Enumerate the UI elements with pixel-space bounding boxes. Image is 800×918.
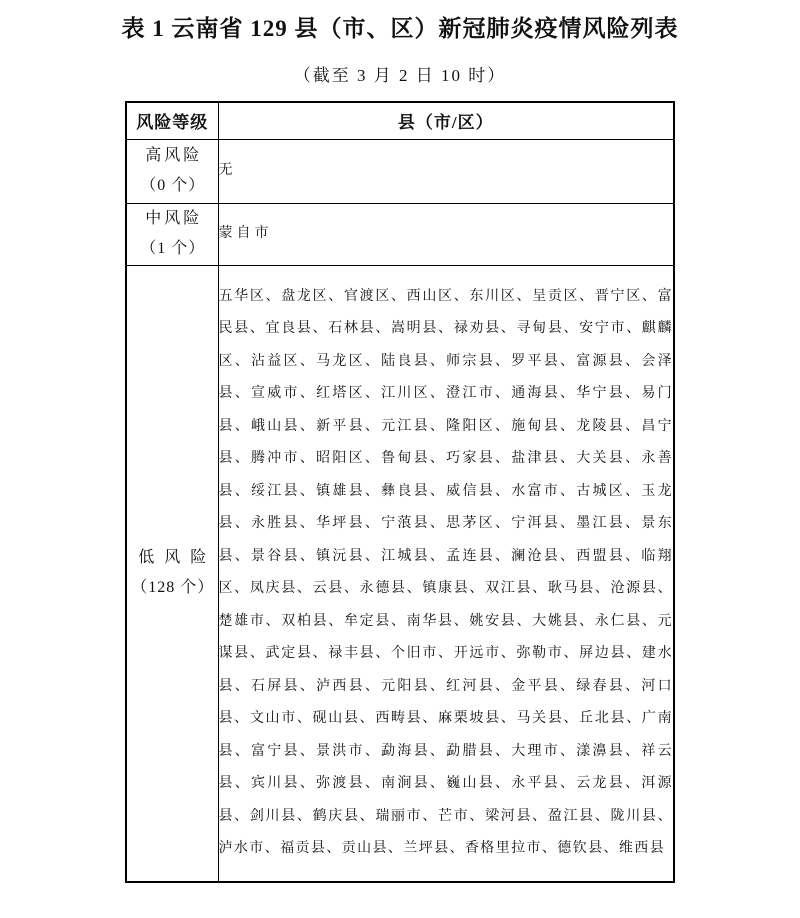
high-risk-count: （0 个） [140,177,206,194]
page-title: 表 1 云南省 129 县（市、区）新冠肺炎疫情风险列表 [121,16,679,41]
medium-risk-label: 中风险 [145,210,203,227]
table-header-row [126,102,674,139]
header-county: 县（市/区） [218,102,674,139]
low-risk-county-list: 五华区、盘龙区、官渡区、西山区、东川区、呈贡区、晋宁区、富民县、宜良县、石林县、嵩明县、禄劝县、寻甸县、安宁市、麒麟区、沾益区、马龙区、陆良县、师宗县、罗平县、富源县、会泽县、宣威市、红塔区、江川区、澄江市、通海县、华宁县、易门县、峨山县、新平县、元江县、隆阳区、施甸县、龙陵县、昌宁县、腾冲市、昭阳区、鲁甸县、巧家县、盐津县、大关县、永善县、绥江县、镇雄县、彝良县、威信县、水富市、古城区、玉龙县、永胜县、华坪县、宁蒗县、思茅区、宁洱县、墨江县、景东县、景谷县、镇沅县、江城县、孟连县、澜沧县、西盟县、临翔区、凤庆县、云县、永德县、镇康县、双江县、耿马县、沧源县、楚雄市、双柏县、牟定县、南华县、姚安县、大姚县、永仁县、元谋县、武定县、禄丰县、个旧市、开远市、弥勒市、屏边县、建水县、石屏县、泸西县、元阳县、红河县、金平县、绿春县、河口县、文山市、砚山县、西畴县、麻栗坡县、马关县、丘北县、广南县、富宁县、景洪市、勐海县、勐腊县、大理市、漾濞县、祥云县、宾川县、弥渡县、南涧县、巍山县、永平县、云龙县、洱源县、剑川县、鹤庆县、瑞丽市、芒市、梁河县、盈江县、陇川县、泸水市、福贡县、贡山县、兰坪县、香格里拉市、德钦县、维西县 [218,265,674,882]
high-risk-level-cell [126,139,218,203]
header-risk-level: 风险等级 [126,102,218,139]
table-row-high-risk [126,139,674,203]
low-risk-level-cell [126,265,218,882]
high-risk-label: 高风险 [145,147,203,164]
table-row-low-risk [126,265,674,882]
table-row-medium-risk [126,203,674,265]
low-risk-count: （128 个） [131,579,215,597]
high-risk-county-list: 无 [218,139,674,203]
low-risk-label: 低风险 [138,549,217,567]
medium-risk-count: （1 个） [140,240,206,257]
medium-risk-county-list: 蒙自市 [218,203,674,265]
medium-risk-level-cell [126,203,218,265]
page-subtitle: （截至 3 月 2 日 10 时） [293,66,507,85]
risk-table [125,101,675,883]
